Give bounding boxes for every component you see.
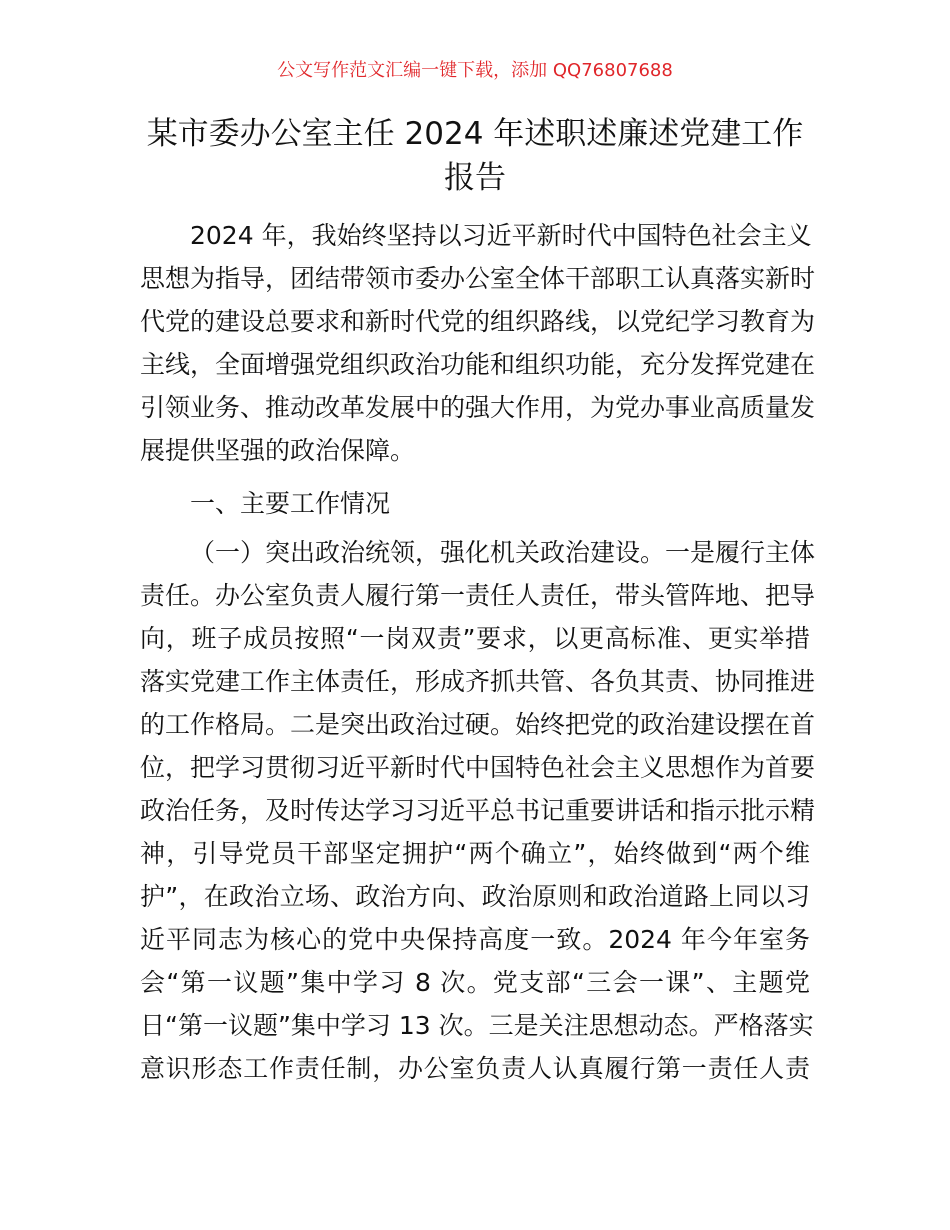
text-line: 思想为指导，团结带领市委办公室全体干部职工认真落实新时 [140, 264, 816, 293]
text-line: 日“第一议题”集中学习 13 次。三是关注思想动态。严格落实 [140, 1011, 814, 1040]
text-line: 引领业务、推动改革发展中的强大作用，为党办事业高质量发 [140, 393, 816, 422]
text-line: 意识形态工作责任制，办公室负责人认真履行第一责任人责 [140, 1054, 810, 1083]
text-line: 会“第一议题”集中学习 8 次。党支部“三会一课”、主题党 [140, 968, 810, 997]
download-banner: 公文写作范文汇编一键下载，添加 QQ76807688 [277, 60, 673, 81]
text-line: 主线，全面增强党组织政治功能和组织功能，充分发挥党建在 [140, 350, 816, 379]
text-line: 代党的建设总要求和新时代党的组织路线，以党纪学习教育为 [140, 307, 816, 336]
document-body [140, 214, 816, 1090]
text-line: （一）突出政治统领，强化机关政治建设。一是履行主体 [190, 538, 816, 567]
intro-paragraph [140, 214, 816, 472]
text-line: 的工作格局。二是突出政治过硬。始终把党的政治建设摆在首 [140, 710, 816, 739]
text-line: 向，班子成员按照“一岗双责”要求，以更高标准、更实举措 [140, 624, 810, 653]
text-line: 近平同志为核心的党中央保持高度一致。2024 年今年室务 [140, 925, 810, 954]
text-line: 责任。办公室负责人履行第一责任人责任，带头管阵地、把导 [140, 581, 816, 610]
text-line: 护”，在政治立场、政治方向、政治原则和政治道路上同以习 [140, 882, 810, 911]
text-line: 2024 年，我始终坚持以习近平新时代中国特色社会主义 [190, 221, 812, 250]
text-line: 位，把学习贯彻习近平新时代中国特色社会主义思想作为首要 [140, 753, 816, 782]
text-line: 政治任务，及时传达学习习近平总书记重要讲话和指示批示精 [140, 796, 816, 825]
section-heading: 一、主要工作情况 [190, 489, 391, 518]
title-line: 某市委办公室主任 2024 年述职述廉述党建工作 [146, 116, 804, 152]
document-title [140, 112, 810, 200]
text-line: 神，引导党员干部坚定拥护“两个确立”，始终做到“两个维 [140, 839, 810, 868]
text-line: 展提供坚强的政治保障。 [140, 436, 416, 465]
paragraph-political-leadership [140, 531, 816, 1090]
title-line: 报告 [444, 160, 506, 196]
text-line: 落实党建工作主体责任，形成齐抓共管、各负其责、协同推进 [140, 667, 816, 696]
